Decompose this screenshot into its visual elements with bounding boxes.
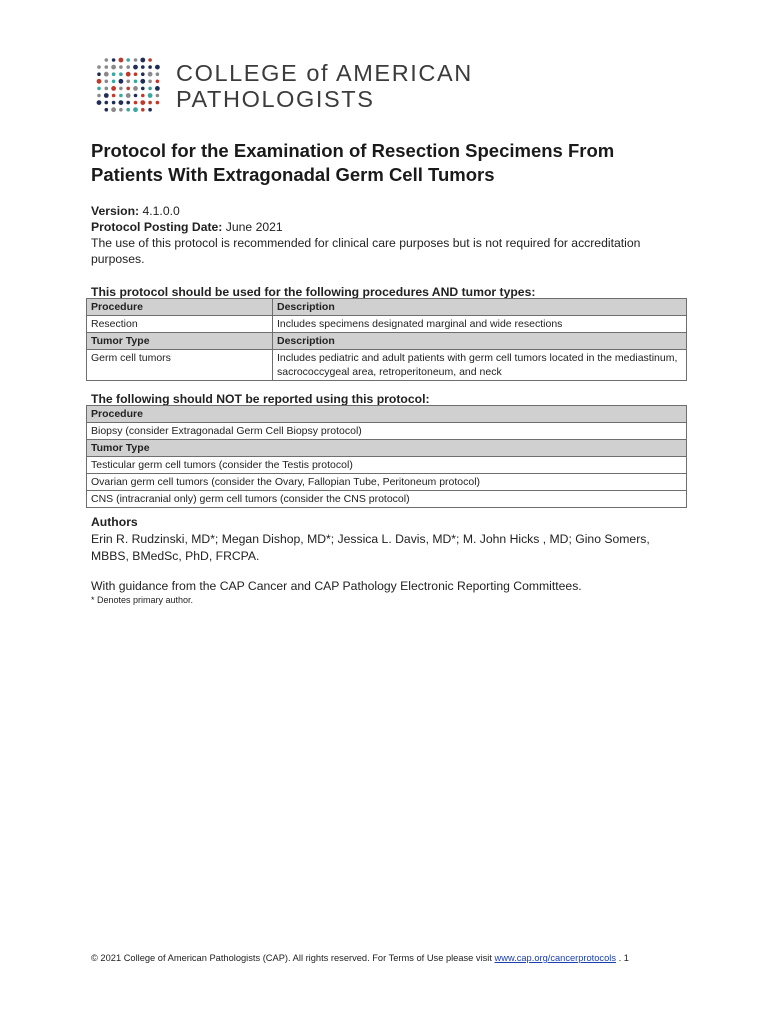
logo-dot — [97, 87, 101, 91]
logo-dot — [105, 87, 109, 91]
logo-dot — [141, 72, 145, 76]
logo-dot — [97, 65, 101, 69]
logo-dot — [104, 93, 109, 98]
logo-dot — [112, 80, 116, 84]
logo-dot — [156, 80, 160, 84]
logo-dot — [126, 93, 131, 98]
logo-dot — [134, 72, 138, 76]
logo-dot — [119, 58, 124, 63]
tumor-type-cell: CNS (intracranial only) germ cell tumors (consider the CNS protocol) — [87, 491, 687, 508]
version-label: Version: — [91, 204, 140, 218]
logo-dot — [119, 108, 123, 112]
logo-dot — [148, 87, 152, 91]
logo-dot — [133, 86, 138, 91]
logo-dot — [119, 72, 123, 76]
logo-dot — [148, 65, 152, 69]
page-footer — [91, 953, 691, 963]
logo-dot — [126, 108, 130, 112]
logo-dot — [119, 87, 123, 91]
logo-dot — [156, 72, 160, 76]
table-row — [87, 474, 687, 491]
not-table — [86, 405, 687, 508]
posting-date-row — [91, 219, 681, 235]
procedure-cell: Biopsy (consider Extragonadal Germ Cell Biopsy protocol) — [87, 423, 687, 440]
logo-dot — [140, 58, 145, 63]
logo-dot — [105, 80, 109, 84]
logo-dot — [112, 72, 116, 76]
description-header: Description — [273, 299, 687, 316]
authors-section — [91, 514, 691, 565]
authors-list: Erin R. Rudzinski, MD*; Megan Dishop, MD*; Jessica L. Davis, MD*; M. John Hicks , MD; Gino Somers, MBBS, BMedSc, PhD, FRCPA. — [91, 532, 650, 563]
table-row — [87, 457, 687, 474]
page-number: . 1 — [618, 953, 629, 963]
logo-dot — [134, 94, 138, 98]
logo-dot — [134, 80, 138, 84]
logo-dot — [97, 79, 102, 84]
table-row — [87, 423, 687, 440]
guidance-statement: With guidance from the CAP Cancer and CAP Pathology Electronic Reporting Committees. — [91, 579, 582, 593]
tumor-type-cell: Germ cell tumors — [87, 350, 273, 381]
logo-dot — [156, 101, 160, 105]
logo-dot — [148, 72, 153, 77]
logo-dot — [105, 101, 109, 105]
posting-date-value: June 2021 — [225, 220, 283, 234]
logo-dot — [105, 58, 109, 62]
logo-dot — [104, 72, 109, 77]
procedure-header: Procedure — [87, 406, 687, 423]
tumor-description-cell: Includes pediatric and adult patients with germ cell tumors located in the mediastinum, sacrococcygeal area, retroperitoneum, and neck — [273, 350, 687, 381]
table-header-row — [87, 299, 687, 316]
use-table-heading: This protocol should be used for the following procedures AND tumor types: — [91, 285, 536, 299]
logo-dot — [155, 86, 160, 91]
cap-logo — [95, 56, 495, 116]
logo-dot — [112, 94, 116, 98]
logo-dot — [156, 94, 160, 98]
procedure-cell: Resection — [87, 316, 273, 333]
authors-heading: Authors — [91, 515, 138, 529]
logo-dot — [119, 79, 124, 84]
logo-dot — [97, 100, 102, 105]
logo-dot — [105, 65, 109, 69]
logo-dot — [133, 107, 138, 112]
table-header-row — [87, 440, 687, 457]
logo-dot — [97, 72, 101, 76]
tumor-type-cell: Ovarian germ cell tumors (consider the Ovary, Fallopian Tube, Peritoneum protocol) — [87, 474, 687, 491]
not-table-heading: The following should NOT be reported using this protocol: — [91, 392, 430, 406]
table-row — [87, 316, 687, 333]
tumor-type-header: Tumor Type — [87, 333, 273, 350]
logo-dot — [141, 108, 145, 112]
primary-author-note: * Denotes primary author. — [91, 595, 194, 605]
logo-dot — [97, 94, 101, 98]
tumor-description-header: Description — [273, 333, 687, 350]
procedure-header: Procedure — [87, 299, 273, 316]
logo-wordmark — [176, 60, 473, 112]
logo-dot — [148, 80, 152, 84]
cap-dot-grid-icon — [95, 56, 161, 114]
logo-dot — [112, 101, 116, 105]
table-header-row — [87, 333, 687, 350]
tumor-type-header: Tumor Type — [87, 440, 687, 457]
logo-dot — [148, 58, 152, 62]
procedure-description-cell: Includes specimens designated marginal and wide resections — [273, 316, 687, 333]
logo-dot — [148, 101, 152, 105]
logo-dot — [155, 65, 160, 70]
logo-dot — [119, 65, 123, 69]
logo-dot — [126, 80, 130, 84]
logo-dot — [134, 101, 138, 105]
logo-line-2: PATHOLOGISTS — [176, 86, 375, 112]
table-row — [87, 491, 687, 508]
cancer-protocols-link[interactable]: www.cap.org/cancerprotocols — [494, 953, 616, 963]
logo-dot — [133, 65, 138, 70]
logo-dot — [140, 100, 145, 105]
logo-dot — [112, 58, 116, 62]
tumor-type-cell: Testicular germ cell tumors (consider the Testis protocol) — [87, 457, 687, 474]
posting-date-label: Protocol Posting Date: — [91, 220, 223, 234]
logo-dot — [126, 65, 130, 69]
page-title: Protocol for the Examination of Resection Specimens From Patients With Extragonadal Germ Cell Tumors — [91, 140, 615, 185]
usage-statement: The use of this protocol is recommended for clinical care purposes but is not required for accreditation purposes. — [91, 236, 641, 266]
version-row — [91, 203, 681, 219]
logo-dot — [141, 87, 145, 91]
logo-dot — [111, 65, 116, 70]
logo-dot — [148, 93, 153, 98]
logo-dot — [148, 108, 152, 112]
table-header-row — [87, 406, 687, 423]
logo-dot — [140, 79, 145, 84]
logo-dot — [119, 100, 124, 105]
logo-dot — [126, 101, 130, 105]
protocol-meta — [91, 203, 681, 267]
logo-dot — [141, 65, 145, 69]
copyright-text: © 2021 College of American Pathologists (CAP). All rights reserved. For Terms of Use please visit — [91, 953, 492, 963]
logo-dot — [111, 86, 116, 91]
logo-dot — [134, 58, 138, 62]
table-row — [87, 350, 687, 381]
logo-dot — [126, 72, 131, 77]
logo-line-1: COLLEGE of AMERICAN — [176, 60, 473, 86]
use-table — [86, 298, 687, 381]
logo-dot — [105, 108, 109, 112]
logo-dot — [141, 94, 145, 98]
logo-dot — [119, 94, 123, 98]
logo-dot — [126, 58, 130, 62]
version-value: 4.1.0.0 — [142, 204, 180, 218]
logo-dot — [111, 107, 116, 112]
logo-dot — [126, 87, 130, 91]
